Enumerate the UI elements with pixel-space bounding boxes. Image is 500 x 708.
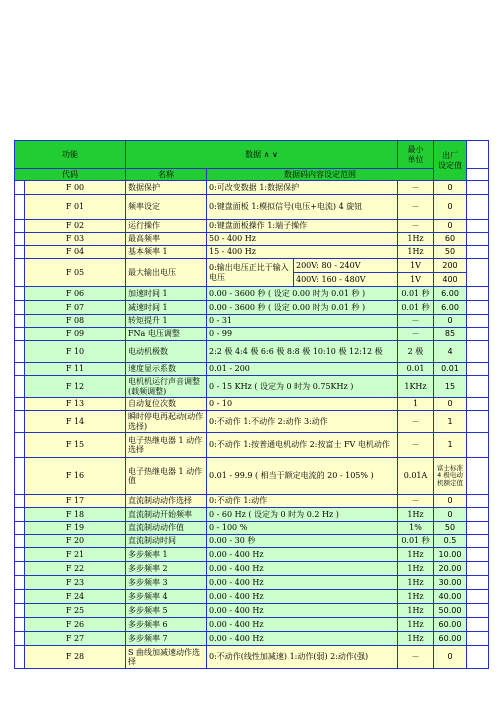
- table-row: [15, 495, 489, 508]
- cell-code: F 04: [25, 246, 126, 259]
- table-row: [15, 632, 489, 646]
- cell-name: 电子热继电器 1 动作选择: [126, 433, 207, 458]
- table-row: [15, 604, 489, 618]
- row-spacer: [467, 315, 489, 328]
- cell-name: 多步频率 6: [126, 618, 207, 632]
- cell-range: 0.01 - 99.9 ( 相当于额定电流的 20 - 105% ): [207, 458, 398, 495]
- cell-name: 最大输出电压: [126, 259, 207, 287]
- cell-name: 直流制动动作值: [126, 522, 207, 535]
- table-row: [15, 259, 489, 273]
- cell-code: F 21: [25, 548, 126, 562]
- cell-name: 频率设定: [126, 195, 207, 220]
- row-spacer: [467, 195, 489, 220]
- cell-code: F 22: [25, 562, 126, 576]
- cell-range: 0.00 - 3600 秒 ( 设定 0.00 时为 0.01 秒 ): [207, 287, 398, 301]
- row-spacer: [15, 632, 25, 646]
- row-spacer: [15, 590, 25, 604]
- cell-name: 电子热继电器 1 动作值: [126, 458, 207, 495]
- cell-range: 0 - 100 %: [207, 522, 398, 535]
- row-spacer: [15, 433, 25, 458]
- table-row: [15, 562, 489, 576]
- cell-default: 0.01: [434, 363, 467, 376]
- row-spacer: [15, 576, 25, 590]
- cell-unit: 1Hz: [398, 632, 434, 646]
- cell-name: 瞬时停电再起动(动作选择): [126, 411, 207, 433]
- row-spacer: [15, 195, 25, 220]
- cell-code: F 05: [25, 259, 126, 287]
- parameter-table: [14, 140, 489, 669]
- table-row: [15, 398, 489, 411]
- table-row: [15, 548, 489, 562]
- cell-unit: 1Hz: [398, 618, 434, 632]
- cell-default: 1: [434, 433, 467, 458]
- row-spacer: [467, 233, 489, 246]
- row-spacer: [15, 376, 25, 398]
- cell-range: 0.00 - 400 Hz: [207, 548, 398, 562]
- cell-default: 0.5: [434, 535, 467, 548]
- cell-range: 0 - 99: [207, 328, 398, 341]
- cell-name: S 曲线加减速动作选择: [126, 646, 207, 669]
- row-spacer: [15, 604, 25, 618]
- row-spacer: [467, 548, 489, 562]
- cell-name: 多步频率 1: [126, 548, 207, 562]
- cell-code: F 12: [25, 376, 126, 398]
- cell-default: 15: [434, 376, 467, 398]
- row-spacer: [467, 246, 489, 259]
- cell-unit: －: [398, 433, 434, 458]
- cell-default: 20.00: [434, 562, 467, 576]
- cell-code: F 09: [25, 328, 126, 341]
- row-spacer: [15, 315, 25, 328]
- cell-code: F 16: [25, 458, 126, 495]
- cell-name: 直流制动动作选择: [126, 495, 207, 508]
- cell-name: FNa 电压调整: [126, 328, 207, 341]
- cell-range: 0.00 - 400 Hz: [207, 618, 398, 632]
- cell-name: 电机机运行声音调整(载频调整): [126, 376, 207, 398]
- table-row: [15, 220, 489, 233]
- table-row: [15, 195, 489, 220]
- cell-unit: 2 极: [398, 341, 434, 363]
- row-spacer: [467, 220, 489, 233]
- cell-default: 30.00: [434, 576, 467, 590]
- cell-code: F 19: [25, 522, 126, 535]
- row-spacer: [467, 576, 489, 590]
- cell-range: 0:不动作 1:不动作 2:动作 3:动作: [207, 411, 398, 433]
- row-spacer: [15, 548, 25, 562]
- row-spacer: [467, 301, 489, 315]
- cell-range: 0 - 60 Hz ( 设定为 0 时为 0.2 Hz ): [207, 508, 398, 522]
- row-spacer: [467, 618, 489, 632]
- cell-default: 10.00: [434, 548, 467, 562]
- table-row: [15, 287, 489, 301]
- cell-name: 减速时间 1: [126, 301, 207, 315]
- cell-unit: 1Hz: [398, 562, 434, 576]
- cell-code: F 25: [25, 604, 126, 618]
- cell-code: F 03: [25, 233, 126, 246]
- header-range: 数据码内容设定范围: [207, 169, 434, 181]
- cell-range: 15 - 400 Hz: [207, 246, 398, 259]
- cell-name: 数据保护: [126, 181, 207, 195]
- cell-range: 0.00 - 3600 秒 ( 设定 0.00 时为 0.01 秒 ): [207, 301, 398, 315]
- table-row: [15, 411, 489, 433]
- row-spacer: [467, 590, 489, 604]
- table-row: [15, 376, 489, 398]
- table-row: [15, 363, 489, 376]
- cell-default: 4: [434, 341, 467, 363]
- cell-unit: 0.01 秒: [398, 535, 434, 548]
- cell-default: 60.00: [434, 632, 467, 646]
- table-row: [15, 301, 489, 315]
- row-spacer: [15, 618, 25, 632]
- cell-range: 0.01 - 200: [207, 363, 398, 376]
- cell-unit: －: [398, 315, 434, 328]
- cell-range: 0:不动作 1:动作: [207, 495, 398, 508]
- cell-default: 6.00: [434, 287, 467, 301]
- cell-unit: －: [398, 220, 434, 233]
- cell-range-right: 200V: 80 - 240V: [294, 259, 398, 273]
- cell-unit: 1Hz: [398, 548, 434, 562]
- row-spacer: [467, 458, 489, 495]
- cell-name: 加速时间 1: [126, 287, 207, 301]
- cell-name: 电动机极数: [126, 341, 207, 363]
- row-spacer: [467, 495, 489, 508]
- row-spacer: [467, 562, 489, 576]
- header-factory: 出厂 设定值: [434, 141, 467, 181]
- cell-unit: －: [398, 495, 434, 508]
- row-spacer: [467, 376, 489, 398]
- cell-range: 0.00 - 30 秒: [207, 535, 398, 548]
- row-spacer: [15, 562, 25, 576]
- cell-default: 60: [434, 233, 467, 246]
- cell-unit: 1Hz: [398, 508, 434, 522]
- cell-default: 富士标准 4 极电动机额定值: [434, 458, 467, 495]
- cell-range: 0:不动作 1:按普通电机动作 2:按富士 FV 电机动作: [207, 433, 398, 458]
- cell-code: F 23: [25, 576, 126, 590]
- table-row: [15, 328, 489, 341]
- row-spacer: [15, 363, 25, 376]
- cell-name: 多步频率 4: [126, 590, 207, 604]
- cell-code: F 18: [25, 508, 126, 522]
- cell-default: 50: [434, 246, 467, 259]
- table-row: [15, 535, 489, 548]
- cell-default: 0: [434, 495, 467, 508]
- row-spacer: [467, 398, 489, 411]
- cell-name: 多步频率 5: [126, 604, 207, 618]
- cell-code: F 26: [25, 618, 126, 632]
- table-row: [15, 522, 489, 535]
- row-spacer: [15, 398, 25, 411]
- cell-range: 0:不动作(线性加减速) 1:动作(弱) 2:动作(强): [207, 646, 398, 669]
- cell-code: F 08: [25, 315, 126, 328]
- cell-code: F 14: [25, 411, 126, 433]
- row-spacer: [467, 508, 489, 522]
- cell-code: F 07: [25, 301, 126, 315]
- row-spacer: [467, 646, 489, 669]
- cell-range: 0:可改变数据 1:数据保护: [207, 181, 398, 195]
- row-spacer: [467, 363, 489, 376]
- row-spacer: [467, 535, 489, 548]
- row-spacer: [15, 301, 25, 315]
- cell-default: 400: [434, 273, 467, 287]
- cell-unit: 0.01 秒: [398, 301, 434, 315]
- cell-default: 85: [434, 328, 467, 341]
- row-spacer: [467, 632, 489, 646]
- cell-default: 1: [434, 411, 467, 433]
- cell-range: 0:键盘面板操作 1:端子操作: [207, 220, 398, 233]
- cell-unit: 0.01 秒: [398, 287, 434, 301]
- header-data: 数据 ∧ ∨: [126, 141, 398, 169]
- table-row: [15, 315, 489, 328]
- cell-unit: 0.01: [398, 363, 434, 376]
- cell-code: F 27: [25, 632, 126, 646]
- cell-code: F 02: [25, 220, 126, 233]
- cell-default: 0: [434, 181, 467, 195]
- header-min-unit: 最小 单位: [398, 141, 434, 169]
- cell-name: 多步频率 3: [126, 576, 207, 590]
- header-func: 功能: [15, 141, 126, 169]
- cell-range: 0.00 - 400 Hz: [207, 632, 398, 646]
- row-spacer: [15, 646, 25, 669]
- row-spacer: [467, 604, 489, 618]
- cell-range: 50 - 400 Hz: [207, 233, 398, 246]
- table-row: [15, 181, 489, 195]
- cell-code: F 17: [25, 495, 126, 508]
- row-spacer: [15, 341, 25, 363]
- cell-code: F 13: [25, 398, 126, 411]
- row-spacer: [15, 259, 25, 287]
- header-gap: [467, 169, 489, 181]
- cell-unit: 1V: [398, 273, 434, 287]
- cell-default: 200: [434, 259, 467, 273]
- table-row: [15, 646, 489, 669]
- cell-default: 0: [434, 315, 467, 328]
- row-spacer: [467, 328, 489, 341]
- row-spacer: [15, 535, 25, 548]
- row-spacer: [467, 181, 489, 195]
- cell-name: 速度显示系数: [126, 363, 207, 376]
- row-spacer: [15, 233, 25, 246]
- header-name: 名称: [126, 169, 207, 181]
- row-spacer: [467, 411, 489, 433]
- table-row: [15, 576, 489, 590]
- cell-name: 基本频率 1: [126, 246, 207, 259]
- cell-range: 0:键盘面板 1:模拟信号(电压+电流) 4 旋钮: [207, 195, 398, 220]
- cell-default: 50: [434, 522, 467, 535]
- cell-name: 直流制动时间: [126, 535, 207, 548]
- cell-range: 0.00 - 400 Hz: [207, 590, 398, 604]
- cell-range: 0.00 - 400 Hz: [207, 562, 398, 576]
- cell-code: F 11: [25, 363, 126, 376]
- cell-name: 自动复位次数: [126, 398, 207, 411]
- cell-unit: 1Hz: [398, 576, 434, 590]
- cell-default: 0: [434, 195, 467, 220]
- cell-unit: 1KHz: [398, 376, 434, 398]
- cell-unit: 1Hz: [398, 590, 434, 604]
- cell-name: 转矩提升 1: [126, 315, 207, 328]
- row-spacer: [15, 458, 25, 495]
- cell-name: 直流制动开始频率: [126, 508, 207, 522]
- parameter-sheet: [14, 140, 489, 669]
- cell-range: 2:2 极 4:4 极 6:6 极 8:8 极 10:10 极 12:12 极: [207, 341, 398, 363]
- table-row: [15, 233, 489, 246]
- header-gap: [467, 141, 489, 169]
- row-spacer: [15, 220, 25, 233]
- cell-range: 0 - 10: [207, 398, 398, 411]
- cell-code: F 00: [25, 181, 126, 195]
- row-spacer: [15, 495, 25, 508]
- cell-name: 最高频率: [126, 233, 207, 246]
- cell-code: F 20: [25, 535, 126, 548]
- cell-unit: 1Hz: [398, 604, 434, 618]
- cell-default: 6.00: [434, 301, 467, 315]
- header-row-1: [15, 141, 489, 169]
- cell-unit: 1V: [398, 259, 434, 273]
- cell-range-right: 400V: 160 - 480V: [294, 273, 398, 287]
- row-spacer: [15, 246, 25, 259]
- table-body: [15, 141, 489, 669]
- row-spacer: [15, 328, 25, 341]
- cell-default: 50.00: [434, 604, 467, 618]
- row-spacer: [467, 287, 489, 301]
- row-spacer: [15, 522, 25, 535]
- cell-unit: 1Hz: [398, 246, 434, 259]
- cell-unit: 0.01A: [398, 458, 434, 495]
- cell-code: F 01: [25, 195, 126, 220]
- cell-unit: 1%: [398, 522, 434, 535]
- cell-range: 0 - 15 KHz ( 设定为 0 时为 0.75KHz ): [207, 376, 398, 398]
- cell-name: 多步频率 7: [126, 632, 207, 646]
- cell-range-left: 0:输出电压正比于输入电压: [207, 259, 294, 287]
- row-spacer: [467, 522, 489, 535]
- cell-code: F 24: [25, 590, 126, 604]
- cell-code: F 06: [25, 287, 126, 301]
- row-spacer: [15, 287, 25, 301]
- cell-default: 60.00: [434, 618, 467, 632]
- cell-unit: －: [398, 181, 434, 195]
- cell-name: 运行操作: [126, 220, 207, 233]
- header-code: 代码: [15, 169, 126, 181]
- table-row: [15, 590, 489, 604]
- row-spacer: [467, 433, 489, 458]
- cell-code: F 10: [25, 341, 126, 363]
- table-row: [15, 246, 489, 259]
- cell-unit: 1Hz: [398, 233, 434, 246]
- table-row: [15, 341, 489, 363]
- cell-name: 多步频率 2: [126, 562, 207, 576]
- cell-code: F 15: [25, 433, 126, 458]
- cell-range: 0.00 - 400 Hz: [207, 576, 398, 590]
- table-row: [15, 458, 489, 495]
- table-row: [15, 508, 489, 522]
- row-spacer: [467, 259, 489, 287]
- cell-unit: －: [398, 195, 434, 220]
- cell-default: 0: [434, 646, 467, 669]
- cell-default: 0: [434, 220, 467, 233]
- header-row-2: [15, 169, 489, 181]
- table-row: [15, 618, 489, 632]
- cell-default: 0: [434, 508, 467, 522]
- cell-range: 0.00 - 400 Hz: [207, 604, 398, 618]
- cell-unit: 1: [398, 398, 434, 411]
- row-spacer: [15, 411, 25, 433]
- table-row: [15, 433, 489, 458]
- cell-default: 40.00: [434, 590, 467, 604]
- cell-code: F 28: [25, 646, 126, 669]
- cell-unit: －: [398, 328, 434, 341]
- cell-unit: －: [398, 646, 434, 669]
- cell-default: 0: [434, 398, 467, 411]
- row-spacer: [467, 341, 489, 363]
- cell-range: 0 - 31: [207, 315, 398, 328]
- row-spacer: [15, 508, 25, 522]
- cell-unit: －: [398, 411, 434, 433]
- row-spacer: [15, 181, 25, 195]
